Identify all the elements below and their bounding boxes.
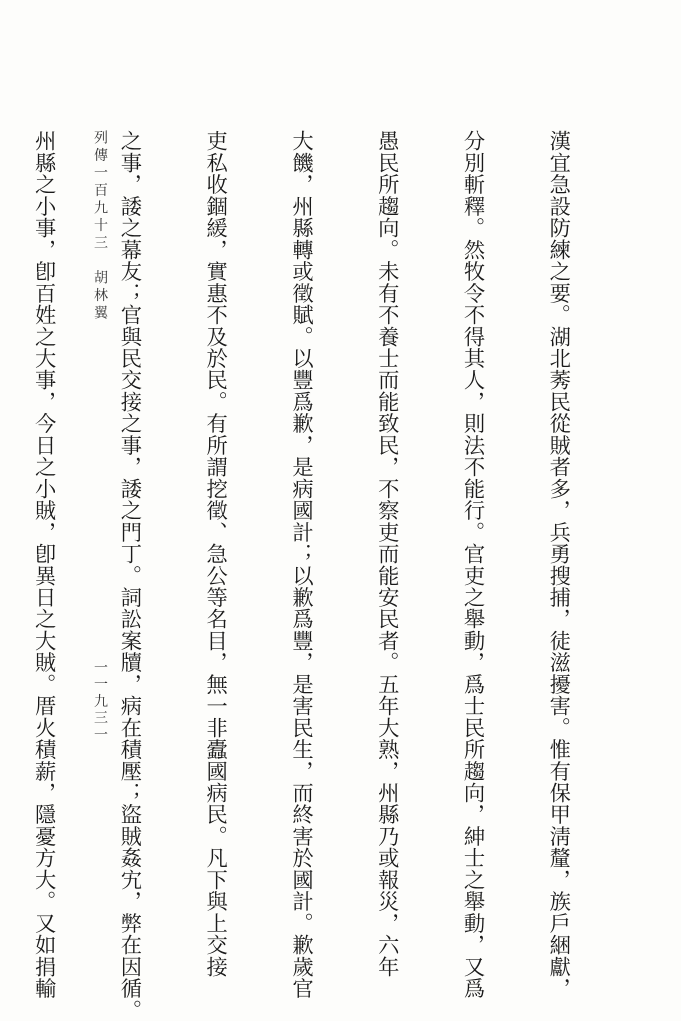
text-column: 之事，諉之幕友；官與民交接之事，諉之門丁。詞訟案牘，病在積壓；盜賊姦宄，弊在因循。 [116, 130, 142, 1021]
chapter-name: 胡林翼 [92, 270, 108, 323]
book-title: 列傳一百九十三 [92, 130, 108, 253]
body-text [0, 130, 629, 1021]
text-column: 大饑，州縣轉或徵賦。以豐爲歉，是病國計；以歉爲豐，是害民生，而終害於國計。歉歲官 [288, 130, 314, 1000]
text-column: 漢宜急設防練之要。湖北莠民從賊者多，兵勇搜捕，徒滋擾害。惟有保甲淸釐，族戶綑獻， [545, 130, 571, 1000]
text-column: 吏私收錮緩，實惠不及於民。有所謂挖徵、急公等名目，無一非蠹國病民。凡下與上交接 [202, 130, 228, 978]
text-column: 愚民所趨向。未有不養士而能致民，不察吏而能安民者。五年大熟，州縣乃或報災，六年 [374, 130, 400, 978]
text-column: 州縣之小事，卽百姓之大事，今日之小賊，卽異日之大賊。厝火積薪，隱憂方大。又如捐輸 [31, 130, 57, 1000]
page-number: 一一九三一 [92, 660, 108, 744]
text-column: 分別斬釋。然牧令不得其人，則法不能行。官吏之舉動，爲士民所趨向，紳士之舉動，又爲 [460, 130, 486, 1000]
